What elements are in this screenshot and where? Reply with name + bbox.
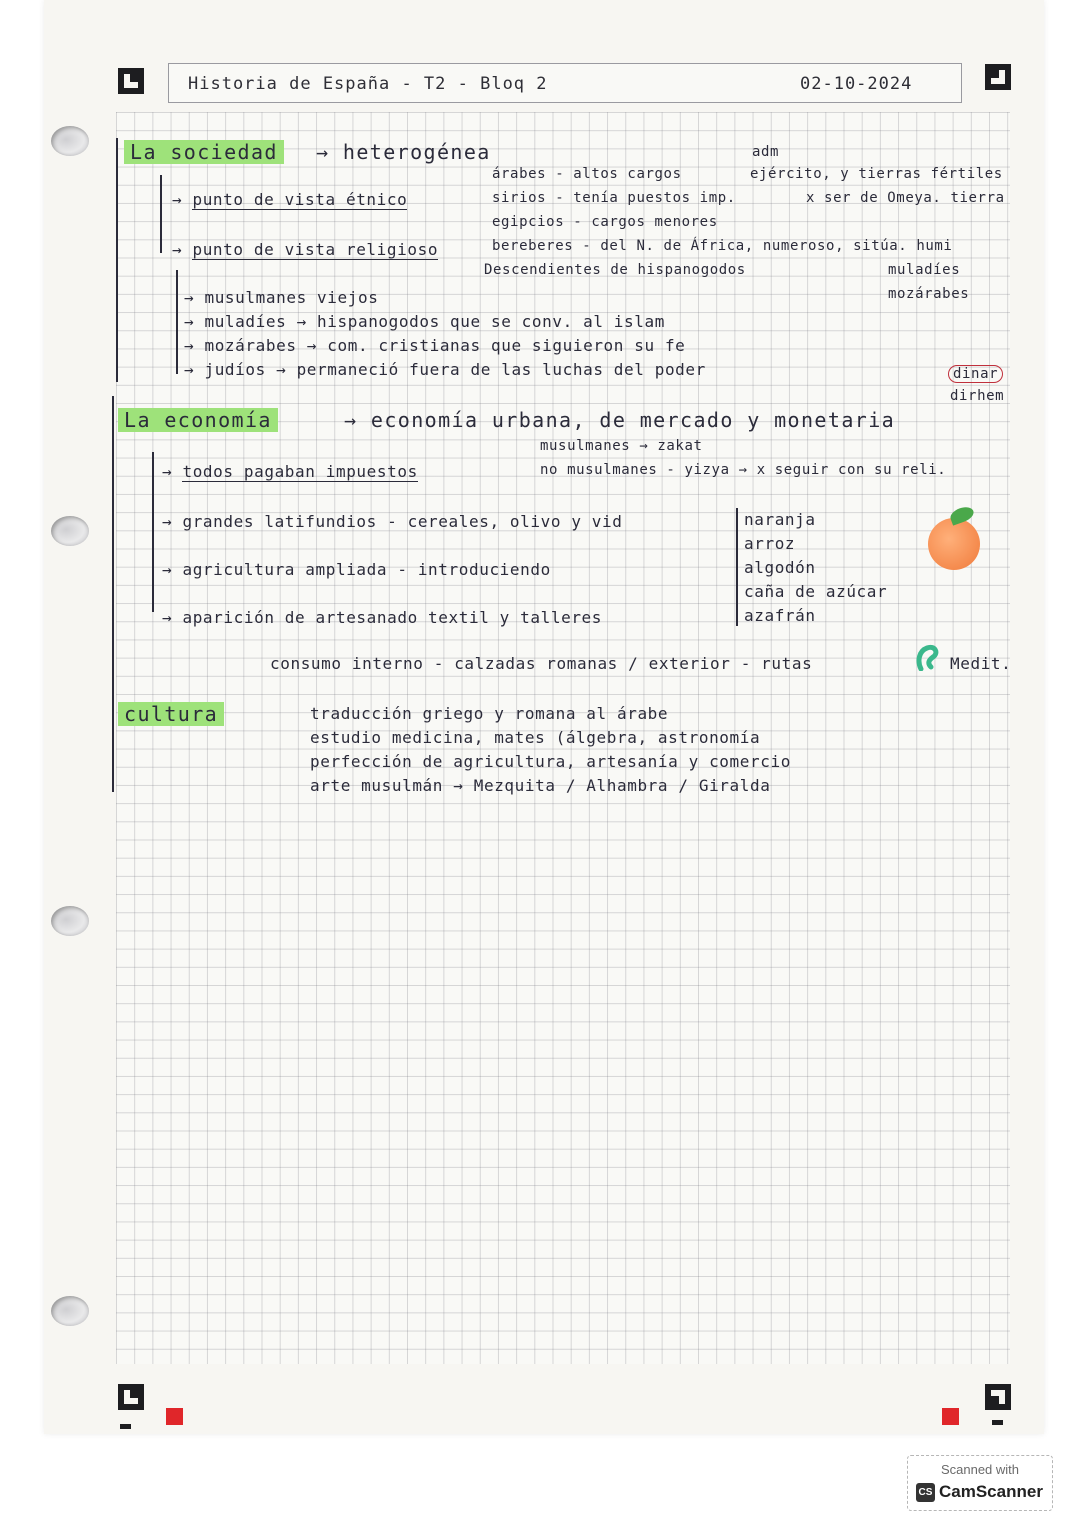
page-title: Historia de España - T2 - Bloq 2 [188, 74, 548, 94]
moneda: dinar [948, 366, 1003, 382]
etnico-group: Descendientes de hispanogodos [484, 262, 746, 278]
cultivo: naranja [744, 510, 816, 529]
cultura-item: arte musulmán → Mezquita / Alhambra / Giralda [310, 776, 771, 795]
consumo-line: consumo interno - calzadas romanas / exterior - rutas [270, 654, 813, 673]
impuestos-label: → todos pagaban impuestos [162, 462, 418, 481]
adm-note: adm [752, 144, 780, 160]
descendientes-type: muladíes [888, 262, 961, 278]
cultura-item: traducción griego y romana al árabe [310, 704, 669, 723]
cultivo: caña de azúcar [744, 582, 888, 601]
ejercito-note: ejército, y tierras fértiles [750, 166, 1003, 182]
moneda: dirhem [950, 388, 1005, 404]
religioso-group: → mozárabes → com. cristianas que siguieron su fe [184, 336, 686, 355]
religioso-group: → judíos → permaneció fuera de las luchas del poder [184, 360, 706, 379]
impuesto-item: no musulmanes - yizya → x seguir con su reli. [540, 462, 947, 478]
sociedad-heading: La sociedad [124, 140, 284, 164]
punto-etnico: → punto de vista étnico [172, 190, 408, 209]
branch-line [176, 270, 178, 374]
corner-marker-icon [985, 1384, 1011, 1410]
omeya-note: x ser de Omeya. tierra [806, 190, 1005, 206]
descendientes-type: mozárabes [888, 286, 970, 302]
cultivo: arroz [744, 534, 796, 553]
economia-heading: La economía [118, 408, 278, 432]
section-bracket [116, 138, 118, 382]
corner-marker-icon [118, 1384, 144, 1410]
economia-line: → grandes latifundios - cereales, olivo y vid [162, 512, 623, 531]
etnico-group: bereberes - del N. de África, numeroso, sitúa. humi [492, 238, 953, 254]
cultivo: azafrán [744, 606, 816, 625]
economia-line: → aparición de artesanado textil y talleres [162, 608, 603, 627]
branch-line [152, 452, 154, 612]
binder-hole [51, 906, 89, 936]
scanned-with-label: Scanned with [940, 1462, 1020, 1477]
corner-marker-icon [985, 64, 1011, 90]
religioso-group: → musulmanes viejos [184, 288, 379, 307]
impuesto-item: musulmanes → zakat [540, 438, 703, 454]
cultura-item: perfección de agricultura, artesanía y comercio [310, 752, 791, 771]
cultivos-bracket [736, 508, 738, 626]
cultura-heading: cultura [118, 702, 224, 726]
camscanner-logo-icon: CS [916, 1483, 935, 1502]
punto-religioso: → punto de vista religioso [172, 240, 439, 259]
margin-dash [120, 1424, 131, 1429]
section-bracket [112, 396, 114, 792]
cultivo: algodón [744, 558, 816, 577]
etnico-group: árabes - altos cargos [492, 166, 682, 182]
branch-line [160, 175, 162, 253]
margin-dash [992, 1420, 1003, 1425]
camscanner-watermark [907, 1455, 1053, 1511]
page-date: 02-10-2024 [800, 74, 913, 94]
cultura-item: estudio medicina, mates (álgebra, astronomía [310, 728, 761, 747]
seahorse-icon [915, 643, 941, 671]
sociedad-arrow: → heterogénea [316, 140, 491, 164]
etnico-group: sirios - tenía puestos imp. [492, 190, 736, 206]
binder-hole [51, 126, 89, 156]
binder-hole [51, 1296, 89, 1326]
economia-arrow: → economía urbana, de mercado y monetaria [344, 408, 896, 432]
religioso-group: → muladíes → hispanogodos que se conv. al islam [184, 312, 665, 331]
orange-icon [928, 518, 980, 570]
corner-marker-icon [118, 68, 144, 94]
camscanner-brand: CamScanner [939, 1482, 1043, 1501]
economia-line: → agricultura ampliada - introduciendo [162, 560, 551, 579]
red-square-icon [166, 1408, 183, 1425]
binder-hole [51, 516, 89, 546]
medit-label: Medit. [950, 654, 1012, 673]
etnico-group: egipcios - cargos menores [492, 214, 718, 230]
red-square-icon [942, 1408, 959, 1425]
